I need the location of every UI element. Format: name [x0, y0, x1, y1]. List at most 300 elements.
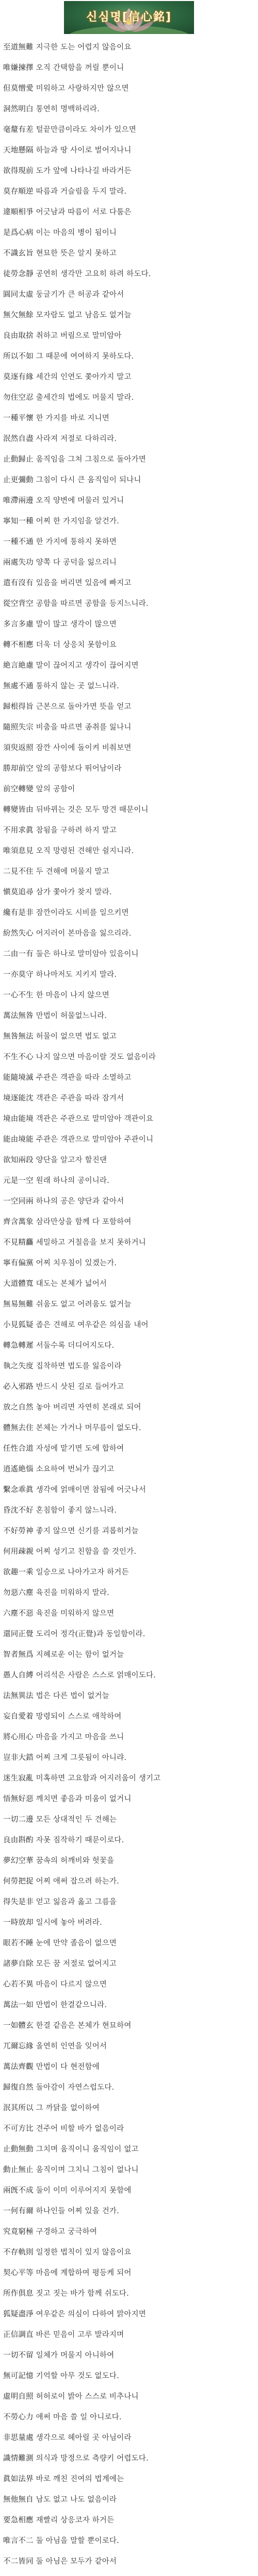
verse-hanja: 纔有是非 [3, 909, 34, 917]
verse-hanja: 不好勞神 [3, 1527, 34, 1535]
verse-hanja: 泯然自盡 [3, 435, 34, 443]
verse-hanja: 虛明自照 [3, 2393, 34, 2401]
verse-korean: 세밀하고 거칠음을 보지 못하거니 [33, 1239, 146, 1247]
verse-line [0, 140, 258, 161]
verse-korean: 일시에 놓아 버려라. [33, 1919, 102, 1927]
verse-korean: 움직임을 그쳐 그침으로 돌아가면 [33, 455, 146, 464]
verse-line [0, 346, 258, 367]
verse-line [0, 1974, 258, 1995]
verse-korean: 좁은 견해로 여우같은 의심을 내어 [33, 1321, 149, 1329]
verse-hanja: 勿惡六塵 [3, 1589, 34, 1597]
verse-korean: 그 까닭을 없이하여 [33, 2104, 100, 2112]
verse-korean: 만법이 허물없느니라. [33, 1012, 107, 1020]
verse-hanja: 寧知一種 [3, 517, 34, 526]
verse-korean: 얻고 잃음과 옳고 그름을 [33, 1898, 117, 1906]
verse-hanja: 絶言絶慮 [3, 662, 34, 670]
verse-korean: 애써 마음 쓸 일 아니로다. [33, 2413, 122, 2421]
verse-line [0, 2015, 258, 2036]
verse-line [0, 2531, 258, 2551]
verse-hanja: 洞然明白 [3, 105, 34, 113]
verse-line [0, 243, 258, 264]
verse-line [0, 1583, 258, 1603]
verse-hanja: 毫釐有差 [3, 126, 34, 134]
verse-korean: 어찌 애써 잡으려 하는가. [33, 1877, 119, 1886]
verse-korean: 혼침함이 좋지 않느니라. [33, 1506, 117, 1515]
verse-line [0, 2448, 258, 2469]
verse-line [0, 326, 258, 346]
verse-hanja: 歸復自然 [3, 2083, 34, 2092]
verse-korean: 통하지 않는 곳 없느니라. [33, 682, 119, 690]
verse-korean: 지혜로운 이는 함이 없거늘 [33, 1651, 124, 1659]
verse-korean: 말이 끊어지고 생각이 끊어지면 [33, 662, 139, 670]
verse-korean: 오직 망령된 견해만 쉴지니라. [33, 847, 134, 855]
verse-korean: 말이 많고 생각이 많으면 [33, 620, 117, 629]
verse-hanja: 體無去住 [3, 1424, 34, 1432]
verse-korean: 사라져 저절로 다하리라. [33, 435, 117, 443]
verse-hanja: 勝却前空 [3, 765, 34, 773]
verse-korean: 공연히 생각만 고요히 하려 하도다. [33, 270, 151, 278]
verse-hanja: 二見不住 [3, 868, 34, 876]
verse-line [0, 861, 258, 882]
verse-line [0, 2098, 258, 2119]
verse-line [0, 1871, 258, 1892]
verse-hanja: 轉不相應 [3, 641, 34, 649]
verse-hanja: 一空同兩 [3, 1197, 34, 1206]
verse-line [0, 1686, 258, 1706]
verse-hanja: 逍遙絶惱 [3, 1465, 34, 1473]
verse-hanja: 無他無自 [3, 2496, 34, 2504]
verse-hanja: 六塵不惡 [3, 1609, 34, 1618]
verse-korean: 앞의 공함이 [33, 785, 75, 793]
verse-korean: 주관은 객관을 따라 소멸하고 [33, 1074, 132, 1082]
verse-hanja: 違順相爭 [3, 208, 34, 216]
verse-korean: 일정한 법칙이 있지 않음이요 [33, 2248, 132, 2257]
verse-korean: 모자람도 없고 남음도 없거늘 [33, 311, 132, 319]
verse-korean: 어긋남과 따름이 서로 다툼은 [33, 208, 132, 216]
verse-korean: 남도 없고 나도 없음이라 [33, 2496, 117, 2504]
verse-line [0, 99, 258, 120]
verse-korean: 출세간의 법에도 머물지 말라. [33, 394, 134, 402]
verse-line [0, 2345, 258, 2366]
verse-line [0, 552, 258, 573]
verse-hanja: 境逐能沈 [3, 1094, 34, 1103]
verse-line [0, 1047, 258, 1067]
verse-hanja: 多言多慮 [3, 620, 34, 629]
verse-korean: 자못 짐작하기 때문이로다. [33, 1836, 124, 1844]
verse-line [0, 697, 258, 717]
verse-line [0, 2551, 258, 2572]
verse-korean: 대도는 본체가 넓어서 [33, 1280, 107, 1288]
verse-korean: 소요하여 번뇌가 끊기고 [33, 1465, 115, 1473]
verse-hanja: 大道體寬 [3, 1280, 34, 1288]
verse-line [0, 161, 258, 181]
verse-line [0, 1789, 258, 1809]
verse-line [0, 1315, 258, 1335]
verse-hanja: 唯滯兩邊 [3, 497, 34, 505]
verse-hanja: 迷生寂亂 [3, 1774, 34, 1783]
verse-hanja: 良由斟酌 [3, 1836, 34, 1844]
verse-korean: 모든 꿈 저절로 없어지고 [33, 1960, 117, 1968]
verse-hanja: 唯嫌揀擇 [3, 64, 34, 72]
verse-line [0, 2139, 258, 2160]
verse-hanja: 一切不留 [3, 2351, 34, 2360]
verse-hanja: 前空轉變 [3, 785, 34, 793]
verse-hanja: 一種不通 [3, 538, 34, 546]
verse-hanja: 要急相應 [3, 2516, 34, 2524]
verse-hanja: 但莫憎愛 [3, 84, 34, 93]
verse-hanja: 何用疎親 [3, 1548, 34, 1556]
verse-hanja: 狐疑盡淨 [3, 2310, 34, 2318]
verse-korean: 참됨을 구하려 하지 말고 [33, 826, 117, 835]
verse-line [0, 449, 258, 470]
verse-korean: 둥글기가 큰 허공과 같아서 [33, 291, 124, 299]
verse-hanja: 兩旣不成 [3, 2187, 34, 2195]
verse-hanja: 轉變皆由 [3, 806, 34, 814]
verse-korean: 어찌 한 가지임을 알건가. [33, 517, 119, 526]
verse-korean: 꿈속의 허깨비와 헛꽃을 [33, 1857, 115, 1865]
verse-line [0, 676, 258, 697]
verse-hanja: 無可記憶 [3, 2372, 34, 2380]
verse-korean: 생각으로 헤아릴 곳 아님이라 [33, 2434, 132, 2442]
verse-korean: 삼가 쫓아가 찾지 말라. [33, 888, 112, 896]
verse-line [0, 903, 258, 923]
verse-line [0, 2242, 258, 2263]
verse-line [0, 1603, 258, 1624]
verse-line [0, 120, 258, 140]
verse-line [0, 1521, 258, 1541]
verse-hanja: 泯其所以 [3, 2104, 34, 2112]
verse-line [0, 1706, 258, 1727]
verse-korean: 취하고 버림으로 말미암아 [33, 332, 122, 340]
verse-hanja: 良由取捨 [3, 332, 34, 340]
verse-hanja: 何勞把捉 [3, 1877, 34, 1886]
verse-hanja: 正信調直 [3, 2331, 34, 2339]
verse-korean: 깨치면 좋음과 미움이 없거니 [33, 1795, 132, 1803]
verse-line [0, 2036, 258, 2057]
verse-hanja: 一切二邊 [3, 1816, 34, 1824]
verse-korean: 비춤을 따르면 종취를 잃나니 [33, 723, 132, 732]
verse-hanja: 隨照失宗 [3, 723, 34, 732]
verse-korean: 삼라만상을 함께 다 포함하여 [33, 1218, 132, 1226]
verse-korean: 허허로이 밝아 스스로 비추나니 [33, 2393, 139, 2401]
verse-korean: 한 가지에 통하지 못하면 [33, 538, 117, 546]
verse-korean: 주관은 객관으로 말미암아 주관이니 [33, 1136, 154, 1144]
verse-hanja: 轉急轉遲 [3, 1342, 34, 1350]
verse-korean: 움직이며 그치니 그침이 없나니 [33, 2166, 139, 2174]
verse-korean: 한 마음이 나지 않으면 [33, 991, 109, 999]
verse-line [0, 1253, 258, 1274]
verse-korean: 이는 마음의 병이 됨이니 [33, 229, 117, 237]
verse-line [0, 1418, 258, 1438]
title-banner [64, 1, 194, 34]
verse-line [0, 1274, 258, 1294]
verse-korean: 생각에 얽매이면 참됨에 어긋나서 [33, 1486, 146, 1494]
verse-hanja: 勿住空忍 [3, 394, 34, 402]
verse-line [0, 841, 258, 861]
verse-line [0, 2263, 258, 2283]
verse-hanja: 動止無止 [3, 2166, 34, 2174]
verse-line [0, 2222, 258, 2242]
verse-line [0, 1748, 258, 1768]
verse-korean: 눈에 만약 졸음이 없으면 [33, 1939, 117, 1947]
verse-korean: 하나의 공은 양단과 같아서 [33, 1197, 124, 1206]
verse-korean: 견주어 비할 바가 없음이라 [33, 2125, 124, 2133]
verse-line [0, 2407, 258, 2428]
verse-hanja: 止動歸止 [3, 455, 34, 464]
verse-hanja: 小見狐疑 [3, 1321, 34, 1329]
verse-line [0, 1562, 258, 1583]
verse-hanja: 悟無好惡 [3, 1795, 34, 1803]
verse-line [0, 1088, 258, 1109]
verse-korean: 자성에 맡기면 도에 합하여 [33, 1445, 124, 1453]
verse-hanja: 眞如法界 [3, 2475, 34, 2483]
verse-hanja: 夢幻空華 [3, 1857, 34, 1865]
verse-line [0, 1645, 258, 1665]
verse-line [0, 511, 258, 532]
verse-korean: 나지 않으면 마음이랄 것도 없음이라 [33, 1053, 156, 1061]
verse-line [0, 1500, 258, 1521]
verse-line [0, 2366, 258, 2386]
verse-line [0, 1995, 258, 2015]
verse-line [0, 470, 258, 490]
verse-korean: 앞의 공함보다 뛰어남이라 [33, 765, 122, 773]
verse-korean: 좋지 않으면 신기를 괴롭히거늘 [33, 1527, 139, 1535]
verse-line [0, 944, 258, 964]
verse-korean: 어찌 치우침이 있겠는가. [33, 1259, 117, 1267]
verse-hanja: 無咎無法 [3, 1032, 34, 1041]
verse-korean: 공함을 따르면 공함을 등지느니라. [33, 600, 149, 608]
verse-hanja: 任性合道 [3, 1445, 34, 1453]
verse-hanja: 唯須息見 [3, 847, 34, 855]
verse-line [0, 1665, 258, 1686]
verse-korean: 미워하고 사랑하지만 않으면 [33, 84, 129, 93]
verse-hanja: 識情難測 [3, 2454, 34, 2463]
verse-korean: 육진을 미워하지 않으면 [33, 1609, 115, 1618]
verse-korean: 일체가 머물지 아니하여 [33, 2351, 115, 2360]
verse-korean: 도리어 정각(正覺)과 동일함이라. [33, 1630, 146, 1638]
verse-korean: 법은 다른 법이 없거늘 [33, 1692, 109, 1700]
verse-hanja: 得失是非 [3, 1898, 34, 1906]
verse-hanja: 須臾返照 [3, 744, 34, 752]
verse-korean: 본체는 가거나 머무름이 없도다. [33, 1424, 141, 1432]
verse-korean: 어지러이 본마음을 잃으리라. [33, 929, 132, 938]
verse-line [0, 1727, 258, 1748]
verse-korean: 놓아 버리면 자연히 본래로 되어 [33, 1403, 141, 1412]
verse-hanja: 歸根得旨 [3, 703, 34, 711]
verse-line [0, 2489, 258, 2510]
verse-hanja: 契心平等 [3, 2269, 34, 2277]
verse-line [0, 1294, 258, 1315]
verse-hanja: 一心不生 [3, 991, 34, 999]
verse-line [0, 820, 258, 841]
verse-korean: 여우같은 의심이 다하여 맑아지면 [33, 2310, 146, 2318]
verse-hanja: 止動無動 [3, 2145, 34, 2154]
verse-line [0, 1356, 258, 1377]
verse-line [0, 2469, 258, 2489]
verse-hanja: 欲趣一乘 [3, 1568, 34, 1577]
verse-korean: 미혹하면 고요함과 어지러움이 생기고 [33, 1774, 161, 1783]
verse-hanja: 天地懸隔 [3, 146, 34, 155]
verse-hanja: 智者無爲 [3, 1651, 34, 1659]
verse-korean: 망령되이 스스로 애착하여 [33, 1713, 122, 1721]
verse-korean: 돌아감이 자연스럽도다. [33, 2083, 115, 2092]
verse-korean: 오직 양변에 머물러 있거니 [33, 497, 124, 505]
verse-line [0, 614, 258, 635]
verse-korean: 양단을 알고자 할진댄 [33, 1156, 107, 1164]
verse-line [0, 78, 258, 99]
verse-hanja: 能隨境滅 [3, 1074, 34, 1082]
verse-hanja: 萬法無咎 [3, 1012, 34, 1020]
verse-korean: 마음에 계합하여 평등케 되어 [33, 2269, 132, 2277]
verse-line [0, 490, 258, 511]
verse-hanja: 兩處失功 [3, 558, 34, 567]
verse-line [0, 1892, 258, 1912]
verse-line [0, 181, 258, 202]
verse-korean: 잠깐이라도 시비를 일으키면 [33, 909, 129, 917]
verse-line [0, 1212, 258, 1232]
verse-line [0, 758, 258, 779]
verse-hanja: 妄自愛着 [3, 1713, 34, 1721]
verse-korean: 일승으로 나아가고자 하거든 [33, 1568, 129, 1577]
verse-line [0, 284, 258, 305]
verse-line [0, 305, 258, 326]
verse-korean: 뒤바뀌는 것은 모두 망견 때문이니 [33, 806, 149, 814]
verse-korean: 하나인들 어찌 있을 건가. [33, 2207, 119, 2215]
verse-korean: 현묘한 뜻은 알지 못하고 [33, 249, 117, 258]
verse-korean: 마음이 다르지 않으면 [33, 1980, 107, 1989]
verse-hanja: 不二皆同 [3, 2557, 34, 2566]
verse-hanja: 不存軌則 [3, 2248, 34, 2257]
verse-hanja: 不可方比 [3, 2125, 34, 2133]
verse-line [0, 779, 258, 800]
verse-line [0, 738, 258, 758]
verse-hanja: 兀爾忘緣 [3, 2042, 34, 2050]
verse-korean: 바로 깨친 진여의 법계에는 [33, 2475, 124, 2483]
verse-line [0, 1438, 258, 1459]
verse-line [0, 1006, 258, 1026]
verse-line [0, 2283, 258, 2304]
verse-line [0, 985, 258, 1006]
verse-korean: 원래 하나의 공이니라. [33, 1177, 109, 1185]
verse-list [0, 37, 258, 2576]
verse-line [0, 1335, 258, 1356]
verse-hanja: 萬法一如 [3, 2001, 34, 2009]
verse-korean: 객관은 주관을 따라 잠겨서 [33, 1094, 124, 1103]
verse-line [0, 1232, 258, 1253]
verse-line [0, 367, 258, 387]
verse-hanja: 齊含萬象 [3, 1218, 34, 1226]
verse-line [0, 964, 258, 985]
verse-line [0, 1171, 258, 1191]
verse-korean: 둘은 하나로 말미암아 있음이니 [33, 950, 139, 958]
verse-korean: 어찌 크게 그릇됨이 아니랴. [33, 1754, 127, 1762]
verse-hanja: 一亦莫守 [3, 971, 34, 979]
verse-korean: 털끝만큼이라도 차이가 있으면 [33, 126, 136, 134]
verse-line [0, 2180, 258, 2201]
verse-hanja: 一種平懷 [3, 414, 34, 422]
page-title: 신심명[信心銘] [86, 11, 172, 24]
verse-line [0, 1459, 258, 1480]
verse-hanja: 所作俱息 [3, 2290, 34, 2298]
verse-korean: 객관은 주관으로 말미암아 객관이요 [33, 1115, 154, 1123]
verse-line [0, 1129, 258, 1150]
verse-korean: 둘이 이미 이루어지지 못함에 [33, 2187, 132, 2195]
verse-line [0, 923, 258, 944]
verse-line [0, 223, 258, 243]
verse-line [0, 1026, 258, 1047]
verse-korean: 양쪽 다 공덕을 잃으리니 [33, 558, 117, 567]
verse-hanja: 二由一有 [3, 950, 34, 958]
verse-line [0, 2201, 258, 2222]
verse-hanja: 是爲心病 [3, 229, 34, 237]
verse-hanja: 從空背空 [3, 600, 34, 608]
verse-korean: 둘 아님은 모두가 같아서 [33, 2557, 117, 2566]
verse-korean: 만법이 다 현전함에 [33, 2063, 100, 2071]
verse-korean: 그 때문에 여여하지 못하도다. [33, 352, 134, 361]
verse-line [0, 1067, 258, 1088]
verse-korean: 서둘수록 더디어지도다. [33, 1342, 115, 1350]
verse-hanja: 非思量處 [3, 2434, 34, 2442]
verse-line [0, 2572, 258, 2576]
verse-hanja: 不見精麤 [3, 1239, 34, 1247]
verse-korean: 근본으로 돌아가면 뜻을 얻고 [33, 703, 132, 711]
verse-line [0, 1109, 258, 1129]
verse-hanja: 諸夢自除 [3, 1960, 34, 1968]
verse-line [0, 1480, 258, 1500]
verse-hanja: 眼若不睡 [3, 1939, 34, 1947]
verse-korean: 올연히 인연을 잊어서 [33, 2042, 107, 2050]
verse-korean: 두 견해에 머물지 말고 [33, 868, 109, 876]
verse-hanja: 一如體玄 [3, 2022, 34, 2030]
verse-korean: 의식과 망정으로 측량키 어렵도다. [33, 2454, 149, 2463]
verse-line [0, 202, 258, 223]
verse-line [0, 573, 258, 594]
verse-line [0, 2077, 258, 2098]
verse-korean: 도가 앞에 나타나길 바라거든 [33, 167, 132, 175]
verse-line [0, 635, 258, 655]
verse-korean: 따름과 거슬림을 두지 말라. [33, 188, 127, 196]
verse-hanja: 不勞心力 [3, 2413, 34, 2421]
verse-line [0, 882, 258, 903]
verse-line [0, 800, 258, 820]
verse-hanja: 究竟窮極 [3, 2228, 34, 2236]
verse-line [0, 58, 258, 78]
verse-hanja: 無處不通 [3, 682, 34, 690]
verse-hanja: 不生不心 [3, 1053, 34, 1061]
verse-line [0, 429, 258, 449]
verse-hanja: 法無異法 [3, 1692, 34, 1700]
verse-line [0, 1809, 258, 1830]
verse-line [0, 2428, 258, 2448]
verse-line [0, 1830, 258, 1851]
verse-line [0, 1541, 258, 1562]
verse-hanja: 不識玄旨 [3, 249, 34, 258]
verse-korean: 한 가지를 바로 지니면 [33, 414, 109, 422]
verse-korean: 둘 아님을 말할 뿐이로다. [33, 2537, 119, 2545]
verse-hanja: 徒勞念靜 [3, 270, 34, 278]
verse-korean: 그치며 움직이니 움직임이 없고 [33, 2145, 139, 2154]
verse-korean: 지극한 도는 어렵지 않음이요 [33, 43, 132, 52]
verse-korean: 재빨리 상응코자 하거든 [33, 2516, 115, 2524]
verse-korean: 기억할 아무 것도 없도다. [33, 2372, 119, 2380]
verse-korean: 허물이 없으면 법도 없고 [33, 1032, 117, 1041]
verse-hanja: 圓同太虛 [3, 291, 34, 299]
verse-korean: 모든 상대적인 두 견해는 [33, 1816, 117, 1824]
verse-hanja: 止更彌動 [3, 476, 34, 484]
verse-line [0, 1851, 258, 1871]
verse-korean: 하나마저도 지키지 말라. [33, 971, 117, 979]
verse-korean: 만법이 한결같으니라. [33, 2001, 107, 2009]
